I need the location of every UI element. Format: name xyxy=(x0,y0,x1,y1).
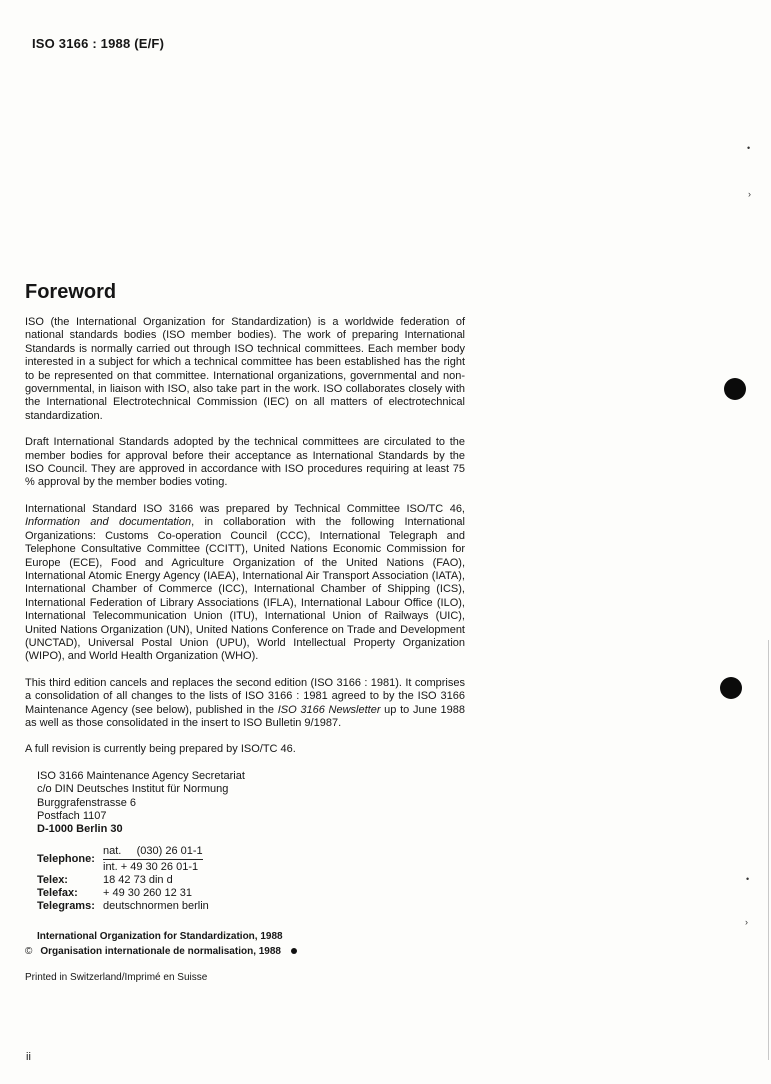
address-line: c/o DIN Deutsches Institut für Normung xyxy=(37,783,229,796)
scan-speck-icon: • xyxy=(747,143,751,153)
telefax-value: + 49 30 260 12 31 xyxy=(103,886,192,899)
telex-label: Telex: xyxy=(37,873,68,886)
foreword-body xyxy=(25,316,465,984)
copyright-line-en: International Organization for Standardization, 1988 xyxy=(37,930,283,942)
paragraph-preparation xyxy=(25,503,465,664)
copyright-line-fr-row xyxy=(25,944,465,959)
bullet-dot-icon xyxy=(291,948,297,954)
telephone-label: Telephone: xyxy=(37,852,95,865)
telephone-national: nat. (030) 26 01-1 xyxy=(103,845,203,860)
punch-hole-icon xyxy=(724,378,746,400)
telex-value: 18 42 73 din d xyxy=(103,873,173,886)
scan-speck-icon: › xyxy=(748,189,751,199)
foreword-heading: Foreword xyxy=(25,281,117,303)
telegrams-row xyxy=(37,900,465,913)
paragraph-revision: A full revision is currently being prepared by ISO/TC 46. xyxy=(25,743,296,756)
telephone-row xyxy=(37,845,465,874)
punch-hole-icon xyxy=(720,677,742,699)
newsletter-title: ISO 3166 Newsletter xyxy=(277,703,381,716)
edition-text-a: This third edition cancels and replaces the second edition (ISO 3166 : 1981). It comprises a consolidation of all changes to the lists of ISO 3166 : 1981 agreed to by the ISO 3166 Maintenance Agency (see below), published in the xyxy=(25,676,465,716)
address-line: Postfach 1107 xyxy=(37,810,107,822)
telex-row xyxy=(37,874,465,887)
copyright-line-fr: Organisation internationale de normalisation, 1988 xyxy=(40,945,281,957)
copyright-symbol: © xyxy=(25,945,33,957)
address-line: ISO 3166 Maintenance Agency Secretariat xyxy=(37,769,245,782)
telephone-numbers xyxy=(103,845,203,874)
telegrams-value: deutschnormen berlin xyxy=(103,899,209,912)
telephone-international: int. + 49 30 26 01-1 xyxy=(103,860,199,873)
contact-block xyxy=(37,845,465,913)
scan-speck-icon: • xyxy=(746,874,750,884)
preparation-text-b: , in collaboration with the following International Organizations: Customs Co-operation Council (CCC), International Telegraph and Telephone Consultative Committee (CCITT), United Nations Economic Commission for Europe (ECE), Food and Agriculture Organization of the United Nations (FAO), International Atomic Energy Agency (IAEA), International Air Transport Association (IATA), International Chamber of Commerce (ICC), International Chamber of Shipping (ICS), International Federation of Library Associations (IFLA), International Labour Office (ILO), International Telecommunication Union (ITU), International Union of Railways (UIC), United Nations Organization (UN), United Nations Conference on Trade and Development (UNCTAD), Universal Postal Union (UPU), World Intellectual Property Organization (WIPO), and World Health Organization (WHO). xyxy=(25,516,465,663)
telefax-label: Telefax: xyxy=(37,886,78,899)
telefax-row xyxy=(37,887,465,900)
paragraph-iso-intro: ISO (the International Organization for Standardization) is a worldwide federation of national standards bodies (ISO member bodies). The work of preparing International Standards is normally carried out through ISO technical committees. Each member body interested in a subject for which a technical committee has been established has the right to be represented on that committee. International organizations, governmental and non-governmental, in liaison with ISO, also take part in the work. ISO collaborates closely with the International Electrotechnical Commission (IEC) on all matters of electrotechnical standardization. xyxy=(25,316,465,422)
paragraph-draft-standards: Draft International Standards adopted by the technical committees are circulated to the member bodies for approval before their acceptance as International Standards by the ISO Council. They are approved in accordance with ISO procedures requiring at least 75 % approval by the member bodies voting. xyxy=(25,436,465,489)
address-city: D-1000 Berlin 30 xyxy=(37,823,123,836)
preparation-text-a: International Standard ISO 3166 was prepared by Technical Committee ISO/TC 46, xyxy=(25,502,465,515)
committee-title: Information and documentation xyxy=(25,516,192,529)
edition-text-b: up to June 1988 as well as those consolidated in the insert to ISO Bulletin 9/1987. xyxy=(25,703,465,729)
telegrams-label: Telegrams: xyxy=(37,899,95,912)
printed-in: Printed in Switzerland/Imprimé en Suisse xyxy=(25,971,208,983)
copyright-block xyxy=(25,929,465,959)
page-number: ii xyxy=(26,1051,31,1063)
page-edge-line xyxy=(768,640,769,1060)
address-line: Burggrafenstrasse 6 xyxy=(37,796,137,809)
paragraph-edition xyxy=(25,677,465,731)
scan-speck-icon: › xyxy=(745,917,748,927)
maintenance-agency-address xyxy=(37,770,465,837)
document-header: ISO 3166 : 1988 (E/F) xyxy=(32,36,165,51)
